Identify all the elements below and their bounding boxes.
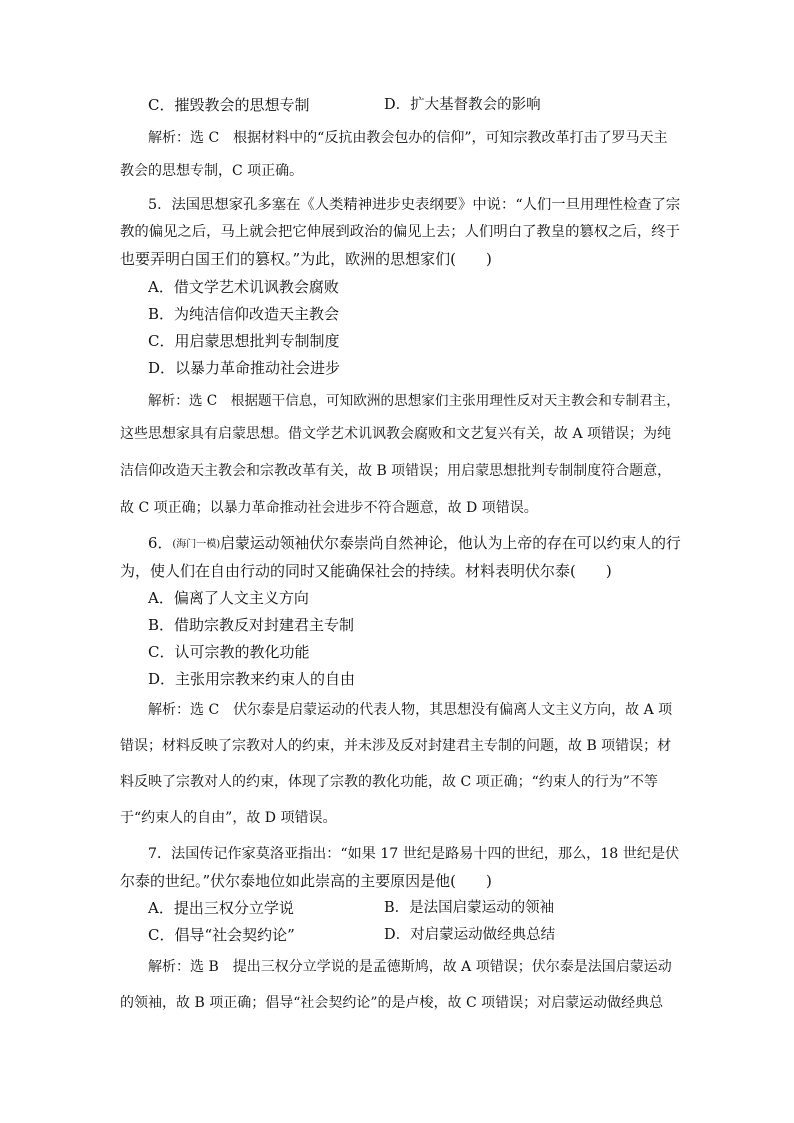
q7-option-c: C．倡导“社会契约论” — [148, 926, 295, 944]
q4-option-c: C．摧毁教会的思想专制 — [148, 96, 310, 114]
q5-stem-line-1: 5．法国思想家孔多塞在《人类精神进步史表纲要》中说：“人们一旦用理性检查了宗 — [148, 197, 681, 213]
q6-option-c: C．认可宗教的教化功能 — [148, 643, 310, 661]
q6-analysis-line-1: 解析：选 C 伏尔泰是启蒙运动的代表人物，其思想没有偏离人文主义方向，故 A 项 — [148, 702, 673, 718]
q6-option-d: D．主张用宗教来约束人的自由 — [148, 670, 356, 688]
q4-analysis-line-1: 解析：选 C 根据材料中的“反抗由教会包办的信仰”，可知宗教改革打击了罗马天主 — [148, 130, 668, 146]
q6-stem-text: 启蒙运动领袖伏尔泰崇尚自然神论，他认为上帝的存在可以约束人的行 — [220, 534, 681, 552]
q6-source-tag: (海门一模) — [172, 539, 221, 550]
q7-option-b: B．是法国启蒙运动的领袖 — [384, 900, 555, 916]
q6-stem-line-2: 为，使人们在自由行动的同时又能确保社会的持续。材料表明伏尔泰( ) — [120, 562, 612, 580]
q6-analysis-line-3: 料反映了宗教对人的约束，体现了宗教的教化功能，故 C 项正确；“约束人的行为”不等 — [120, 774, 658, 790]
q7-option-d: D．对启蒙运动做经典总结 — [384, 927, 556, 943]
q5-option-c: C．用启蒙思想批判专制制度 — [148, 332, 340, 350]
q5-option-b: B．为纯洁信仰改造天主教会 — [148, 305, 340, 323]
q6-analysis-line-4: 于“约束人的自由”，故 D 项错误。 — [120, 810, 337, 826]
q5-analysis-line-4: 故 C 项正确；以暴力革命推动社会进步不符合题意，故 D 项错误。 — [120, 500, 538, 516]
q5-option-a: A．借文学艺术讥讽教会腐败 — [148, 278, 339, 296]
q6-stem-line-1 — [148, 533, 681, 555]
q5-analysis-line-3: 洁信仰改造天主教会和宗教改革有关，故 B 项错误；用启蒙思想批判专制制度符合题意， — [120, 463, 672, 479]
q7-analysis-line-1: 解析：选 B 提出三权分立学说的是孟德斯鸠，故 A 项错误；伏尔泰是法国启蒙运动 — [148, 959, 672, 975]
q6-analysis-line-2: 错误；材料反映了宗教对人的约束，并未涉及反对封建君主专制的问题，故 B 项错误；材 — [120, 738, 672, 754]
q6-option-b: B．借助宗教反对封建君主专制 — [148, 616, 355, 634]
q6-option-a: A．偏离了人文主义方向 — [148, 589, 309, 607]
q4-option-d: D．扩大基督教会的影响 — [384, 97, 541, 113]
q5-option-d: D．以暴力革命推动社会进步 — [148, 359, 341, 377]
q7-stem-line-2: 尔泰的世纪。”伏尔泰地位如此崇高的主要原因是他( ) — [120, 872, 492, 890]
q5-analysis-line-2: 这些思想家具有启蒙思想。借文学艺术讥讽教会腐败和文艺复兴有关，故 A 项错误；为纯 — [120, 426, 672, 442]
q6-number: 6． — [148, 534, 173, 552]
q4-analysis-line-2: 教会的思想专制，C 项正确。 — [120, 163, 304, 179]
q7-option-a: A．提出三权分立学说 — [148, 899, 294, 917]
q5-analysis-line-1: 解析：选 C 根据题干信息，可知欧洲的思想家们主张用理性反对天主教会和专制君主， — [148, 393, 680, 409]
q7-analysis-line-2: 的领袖，故 B 项正确；倡导“社会契约论”的是卢梭，故 C 项错误；对启蒙运动做经典总 — [120, 995, 664, 1011]
q5-stem-line-3: 也要弄明白国王们的篡权。”为此，欧洲的思想家们( ) — [120, 250, 492, 268]
q5-stem-line-2: 教的偏见之后，马上就会把它伸展到政治的偏见上去；人们明白了教皇的篡权之后，终于 — [120, 224, 681, 240]
q7-stem-line-1: 7．法国传记作家莫洛亚指出：“如果 17 世纪是路易十四的世纪，那么，18 世纪是伏 — [148, 846, 680, 862]
